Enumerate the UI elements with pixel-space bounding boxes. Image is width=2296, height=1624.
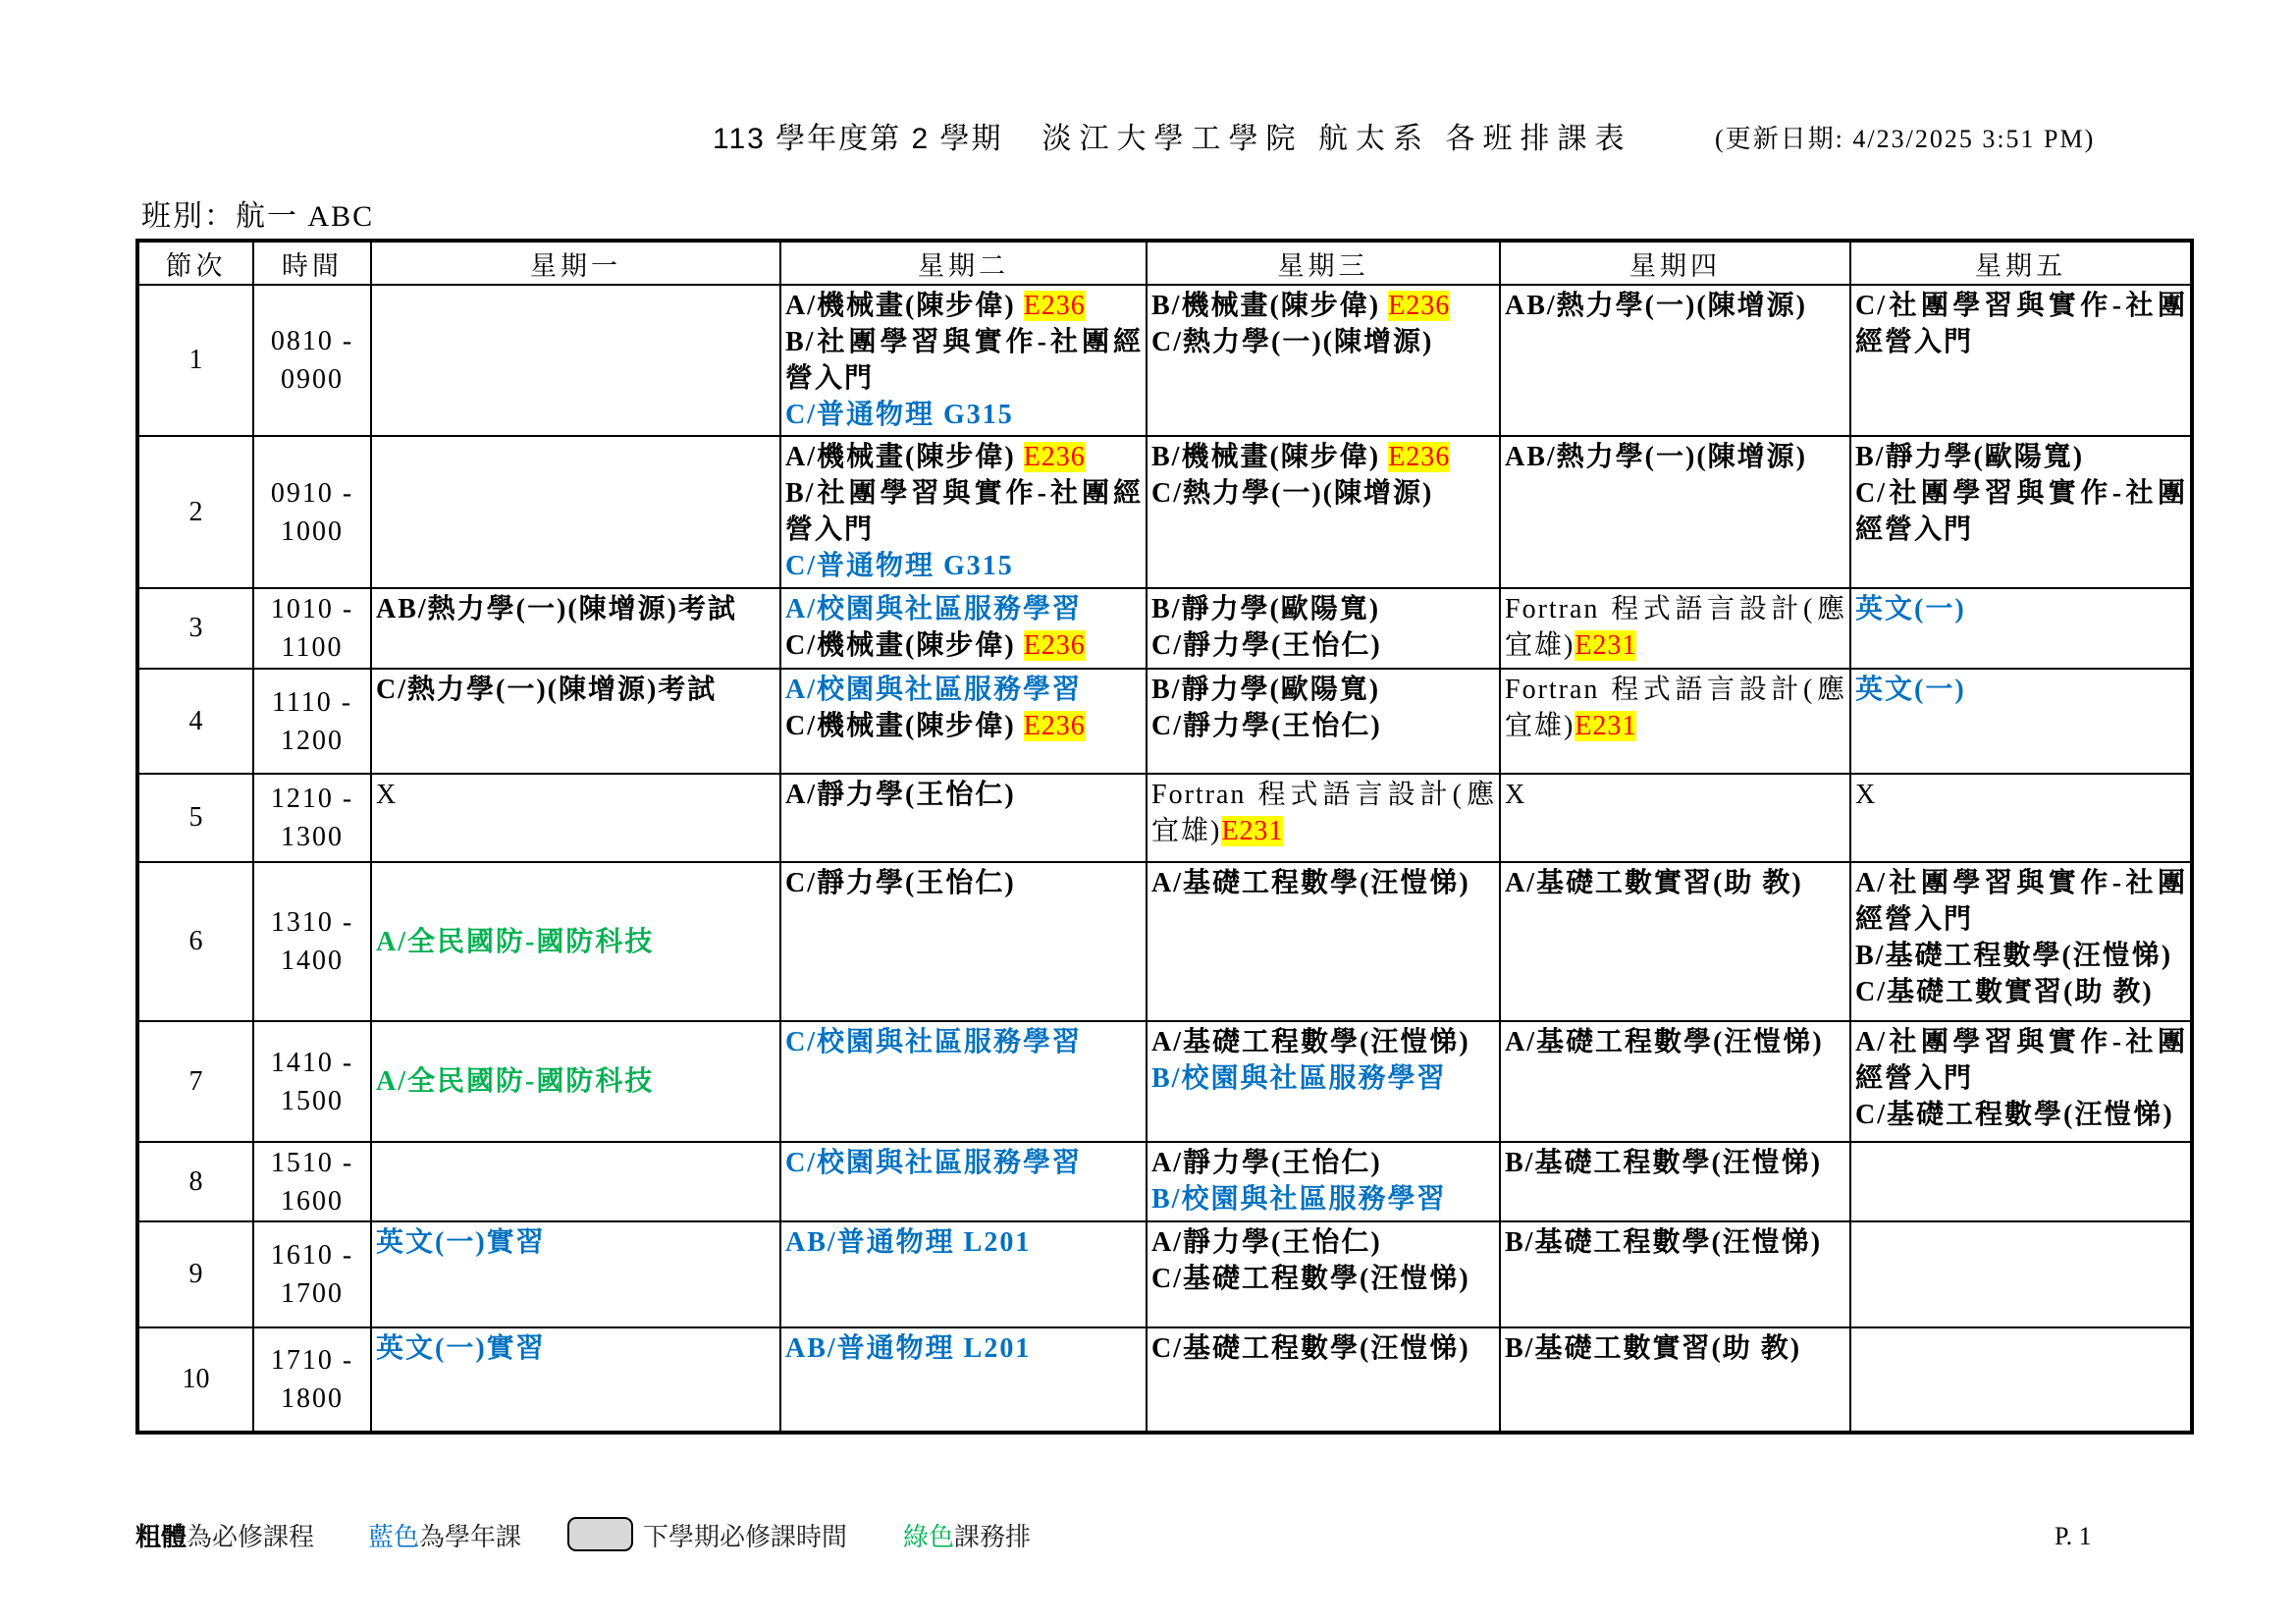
course-entry [1151,865,1496,901]
time-end: 1600 [281,1185,344,1217]
course-name: AB/熱力學(一)(陳增源) [1505,291,1807,321]
course-entry [1505,1330,1846,1367]
course-name: X [1505,780,1527,810]
slot-friday-10 [1851,1328,2190,1431]
course-name: A/基礎工程數學(汪愷悌) [1505,1027,1824,1057]
slot-wednesday-7 [1148,1022,1499,1141]
course-entry [1505,439,1846,475]
header-friday: 星期五 [1851,243,2190,284]
course-name: Fortran 程式語言設計(應宜雄) [1505,594,1846,661]
course-name: B/社團學習與實作-社團經營入門 [785,478,1143,545]
slot-wednesday-1 [1148,286,1499,435]
course-name: AB/普通物理 L201 [785,1333,1032,1364]
period-number: 8 [139,1143,252,1220]
course-entry [785,672,1143,708]
course-entry [785,397,1143,433]
course-name: Fortran 程式語言設計(應宜雄) [1505,675,1846,741]
course-name: B/機械畫(陳步偉) [1151,291,1381,321]
time-start: 1510 - [270,1147,354,1178]
time-start: 1010 - [270,594,354,624]
slot-thursday-7 [1501,1022,1849,1141]
course-name: B/校園與社區服務學習 [1151,1063,1447,1094]
course-name: A/校園與社區服務學習 [785,675,1083,705]
course-name: C/基礎工數實習(助 教) [1855,977,2154,1007]
course-name: C/熱力學(一)(陳增源)考試 [376,675,718,705]
course-entry [1855,439,2187,475]
course-name: 英文(一)實習 [376,1227,546,1258]
course-entry [1151,1060,1496,1097]
course-entry [785,475,1143,548]
next-term-swatch [567,1517,633,1551]
slot-thursday-9 [1501,1222,1849,1326]
legend-dept [903,1522,1031,1551]
time-start: 1210 - [270,784,354,814]
room-code: E236 [1023,291,1086,321]
slot-wednesday-8 [1148,1143,1499,1220]
slot-thursday-3 [1501,589,1849,668]
course-entry [785,708,1143,744]
title-department: 淡江大學工學院 航太系 各班排課表 [1041,123,1632,155]
period-number: 2 [139,437,252,587]
time-range [254,1022,370,1141]
slot-thursday-1 [1501,286,1849,435]
room-code: E236 [1388,442,1451,472]
time-range [254,1328,370,1431]
room-code: E231 [1575,711,1637,741]
room-code: E236 [1023,711,1086,741]
course-entry [1505,591,1846,664]
header-wednesday: 星期三 [1148,243,1499,284]
time-range [254,589,370,668]
slot-monday-10 [372,1328,779,1431]
slot-tuesday-5 [781,775,1146,861]
course-entry [1151,1224,1496,1261]
course-name: B/基礎工程數學(汪愷悌) [1855,941,2173,971]
period-number: 5 [139,775,252,861]
slot-monday-3 [372,589,779,668]
course-entry [1151,1181,1496,1218]
slot-thursday-2 [1501,437,1849,587]
course-name: A/機械畫(陳步偉) [785,291,1016,321]
course-entry [1855,475,2187,548]
slot-monday-1 [372,286,779,435]
course-entry [1151,475,1496,512]
class-label: 班別：航一 ABC [141,200,375,233]
legend-required-emphasis: 粗體 [135,1522,187,1551]
slot-tuesday-7 [781,1022,1146,1141]
course-entry [1151,1145,1496,1181]
time-start: 0910 - [270,477,354,509]
time-range [254,1143,370,1220]
time-start: 1310 - [270,907,354,938]
course-name: B/靜力學(歐陽寬) [1855,442,2085,472]
slot-wednesday-10 [1148,1328,1499,1431]
course-name: B/機械畫(陳步偉) [1151,442,1381,472]
course-entry [1505,288,1846,324]
room-code: E236 [1388,291,1451,321]
course-entry [376,924,776,960]
slot-thursday-6 [1501,863,1849,1020]
time-end: 1800 [281,1383,344,1414]
slot-thursday-5 [1501,775,1849,861]
slot-wednesday-6 [1148,863,1499,1020]
course-entry [785,439,1143,475]
slot-monday-6 [372,863,779,1020]
period-number: 1 [139,286,252,435]
header-time: 時間 [254,243,370,284]
slot-friday-7 [1851,1022,2190,1141]
time-end: 1500 [281,1085,344,1116]
legend-required-text: 為必修課程 [187,1522,315,1551]
course-entry [1855,865,2187,938]
slot-monday-8 [372,1143,779,1220]
course-entry [1855,1097,2187,1133]
time-start: 1710 - [270,1345,354,1376]
course-name: B/校園與社區服務學習 [1151,1184,1447,1215]
slot-thursday-8 [1501,1143,1849,1220]
course-name: AB/普通物理 L201 [785,1227,1032,1258]
course-entry [1855,591,2187,627]
slot-friday-6 [1851,863,2190,1020]
course-entry [1151,591,1496,627]
course-name: C/校園與社區服務學習 [785,1148,1083,1178]
course-name: C/靜力學(王怡仁) [1151,711,1382,741]
slot-wednesday-4 [1148,670,1499,773]
legend-next-term: 下學期必修課時間 [643,1522,848,1551]
slot-friday-1 [1851,286,2190,435]
course-name: 英文(一) [1855,675,1966,705]
course-entry [1151,1261,1496,1297]
course-name: C/基礎工程數學(汪愷悌) [1151,1333,1470,1364]
course-entry [785,1024,1143,1060]
course-entry [1151,1330,1496,1367]
slot-thursday-10 [1501,1328,1849,1431]
course-name: B/靜力學(歐陽寬) [1151,594,1381,624]
course-entry [376,1224,776,1261]
course-name: B/基礎工程數學(汪愷悌) [1505,1227,1823,1258]
course-entry [1855,672,2187,708]
course-entry [785,627,1143,664]
course-name: A/基礎工程數學(汪愷悌) [1151,868,1470,898]
course-name: X [1855,780,1878,810]
period-number: 4 [139,670,252,773]
legend-dept-emphasis: 綠色 [903,1522,955,1551]
slot-tuesday-9 [781,1222,1146,1326]
course-entry [785,777,1143,813]
time-range [254,775,370,861]
course-name: Fortran 程式語言設計(應宜雄) [1151,780,1496,846]
title-term: 113 學年度第 2 學期 [713,123,1003,155]
course-entry [1505,865,1846,901]
course-name: A/靜力學(王怡仁) [1151,1148,1382,1178]
course-name: X [376,780,399,810]
course-entry [1855,1024,2187,1097]
slot-wednesday-9 [1148,1222,1499,1326]
slot-monday-9 [372,1222,779,1326]
slot-monday-5 [372,775,779,861]
course-name: A/全民國防-國防科技 [376,926,655,957]
course-name: C/普通物理 G315 [785,400,1014,430]
legend-annual-emphasis: 藍色 [368,1522,420,1551]
time-start: 1610 - [270,1240,354,1271]
slot-wednesday-5 [1148,775,1499,861]
course-entry [1151,1024,1496,1060]
course-name: C/普通物理 G315 [785,551,1014,581]
course-name: A/靜力學(王怡仁) [1151,1227,1382,1258]
course-name: A/基礎工程數學(汪愷悌) [1151,1027,1470,1057]
room-code: E231 [1221,816,1284,846]
legend-annual [368,1522,521,1551]
time-start: 1110 - [271,686,353,718]
course-name: C/機械畫(陳步偉) [785,630,1016,661]
course-entry [1855,288,2187,360]
course-entry [785,288,1143,324]
course-entry [1505,672,1846,744]
period-number: 3 [139,589,252,668]
slot-monday-2 [372,437,779,587]
time-end: 0900 [281,364,344,395]
course-name: C/熱力學(一)(陳增源) [1151,327,1434,357]
course-name: C/社團學習與實作-社團經營入門 [1855,291,2187,357]
course-entry [1151,708,1496,744]
time-start: 0810 - [270,326,354,356]
course-name: C/基礎工程數學(汪愷悌) [1151,1264,1470,1294]
slot-tuesday-10 [781,1328,1146,1431]
course-name: C/熱力學(一)(陳增源) [1151,478,1434,509]
course-entry [376,672,776,708]
time-range [254,1222,370,1326]
slot-friday-3 [1851,589,2190,668]
course-name: A/社團學習與實作-社團經營入門 [1855,1027,2187,1094]
course-name: C/基礎工程數學(汪愷悌) [1855,1100,2174,1130]
schedule-table [135,239,2194,1435]
course-entry [376,1330,776,1367]
course-name: B/社團學習與實作-社團經營入門 [785,327,1143,394]
slot-wednesday-3 [1148,589,1499,668]
course-name: B/基礎工程數學(汪愷悌) [1505,1148,1823,1178]
course-name: 英文(一) [1855,594,1966,624]
slot-tuesday-2 [781,437,1146,587]
course-entry [1505,1145,1846,1181]
period-number: 10 [139,1328,252,1431]
time-range [254,286,370,435]
slot-friday-5 [1851,775,2190,861]
period-number: 6 [139,863,252,1020]
header-tuesday: 星期二 [781,243,1146,284]
time-end: 1300 [281,822,344,852]
course-name: AB/熱力學(一)(陳增源) [1505,442,1807,472]
course-entry [376,591,776,627]
course-entry [785,1330,1143,1367]
course-name: A/社團學習與實作-社團經營入門 [1855,868,2187,935]
course-entry [1505,1024,1846,1060]
course-entry [1505,777,1846,813]
time-range [254,670,370,773]
slot-monday-7 [372,1022,779,1141]
course-entry [785,548,1143,584]
course-entry [1151,777,1496,849]
slot-tuesday-1 [781,286,1146,435]
time-end: 1700 [281,1278,344,1309]
legend-required [135,1522,314,1551]
course-entry [1151,324,1496,360]
slot-monday-4 [372,670,779,773]
period-number: 9 [139,1222,252,1326]
time-end: 1200 [281,725,344,756]
course-name: B/基礎工數實習(助 教) [1505,1333,1802,1364]
header-period: 節次 [139,243,252,284]
course-name: C/靜力學(王怡仁) [1151,630,1382,661]
course-name: C/社團學習與實作-社團經營入門 [1855,478,2187,545]
course-entry [785,591,1143,627]
course-entry [1151,672,1496,708]
course-entry [785,324,1143,397]
slot-tuesday-3 [781,589,1146,668]
course-entry [1151,288,1496,324]
page-title [713,120,1632,159]
course-name: A/校園與社區服務學習 [785,594,1083,624]
course-name: 英文(一)實習 [376,1333,546,1364]
slot-friday-9 [1851,1222,2190,1326]
slot-friday-4 [1851,670,2190,773]
course-entry [376,1063,776,1100]
slot-wednesday-2 [1148,437,1499,587]
course-name: C/靜力學(王怡仁) [785,868,1016,898]
course-entry [785,865,1143,901]
time-range [254,863,370,1020]
slot-friday-8 [1851,1143,2190,1220]
course-entry [1151,627,1496,664]
header-thursday: 星期四 [1501,243,1849,284]
page-number: P. 1 [2055,1522,2092,1550]
course-name: A/全民國防-國防科技 [376,1066,655,1097]
course-entry [1151,439,1496,475]
course-name: C/機械畫(陳步偉) [785,711,1016,741]
course-entry [785,1145,1143,1181]
slot-tuesday-8 [781,1143,1146,1220]
course-name: B/靜力學(歐陽寬) [1151,675,1381,705]
course-entry [785,1224,1143,1261]
time-end: 1000 [281,515,344,547]
time-end: 1100 [281,632,344,663]
course-name: A/機械畫(陳步偉) [785,442,1016,472]
slot-tuesday-6 [781,863,1146,1020]
slot-tuesday-4 [781,670,1146,773]
time-start: 1410 - [270,1047,354,1078]
course-name: C/校園與社區服務學習 [785,1027,1083,1057]
header-monday: 星期一 [372,243,779,284]
time-range [254,437,370,587]
course-entry [376,777,776,813]
room-code: E236 [1023,442,1086,472]
course-entry [1855,938,2187,974]
slot-thursday-4 [1501,670,1849,773]
room-code: E236 [1023,630,1086,661]
course-name: AB/熱力學(一)(陳增源)考試 [376,594,737,624]
course-name: A/基礎工數實習(助 教) [1505,868,1803,898]
time-end: 1400 [281,946,344,976]
course-name: A/靜力學(王怡仁) [785,780,1016,810]
room-code: E231 [1575,630,1637,661]
course-entry [1855,974,2187,1010]
legend-dept-text: 課務排 [954,1522,1032,1551]
updated-date: (更新日期: 4/23/2025 3:51 PM) [1715,125,2096,153]
course-entry [1505,1224,1846,1261]
slot-friday-2 [1851,437,2190,587]
legend-annual-text: 為學年課 [419,1522,522,1551]
course-entry [1855,777,2187,813]
period-number: 7 [139,1022,252,1141]
